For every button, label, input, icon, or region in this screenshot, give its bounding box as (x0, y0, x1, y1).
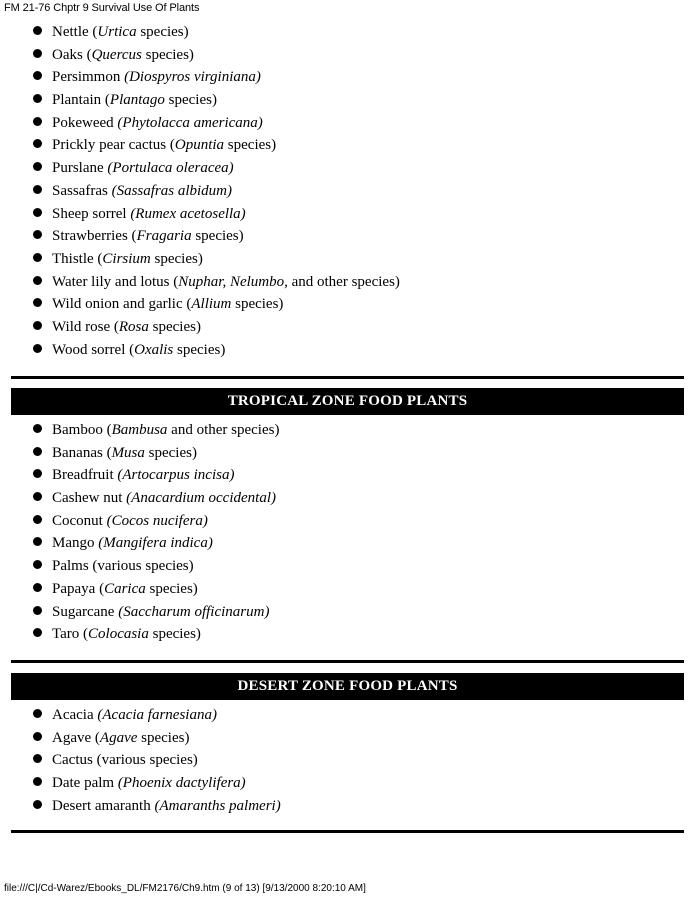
plant-latin-name: (Diospyros virginiana) (124, 69, 261, 86)
plant-list-item (33, 510, 279, 533)
bullet-icon (33, 732, 42, 741)
plant-latin-name: (Artocarpus incisa) (117, 467, 235, 484)
plant-list-item (33, 293, 400, 316)
bullet-icon (33, 754, 42, 763)
section-divider (11, 830, 684, 833)
plant-list-item (33, 749, 281, 772)
plant-common-name: Breadfruit (52, 467, 118, 484)
plant-list-item (33, 578, 279, 601)
plant-common-name: Mango (52, 535, 99, 552)
plant-list-item (33, 419, 279, 442)
plant-list-item (33, 795, 281, 818)
plant-latin-name: Cirsium (102, 250, 151, 267)
bullet-icon (33, 469, 42, 478)
bullet-icon (33, 321, 42, 330)
bullet-icon (33, 162, 42, 171)
plant-common-name: Pokeweed (52, 114, 118, 131)
plant-common-name: Taro ( (52, 626, 89, 643)
plant-list-item (33, 134, 400, 157)
plant-list-item (33, 487, 279, 510)
plant-common-name: Sheep sorrel (52, 205, 131, 222)
plant-latin-name: Rosa (118, 318, 149, 335)
plant-common-name: Sugarcane (52, 603, 119, 620)
plant-latin-name: Nuphar, Nelumbo, (178, 273, 288, 290)
plant-list-item (33, 704, 281, 727)
plant-name-suffix: species) (231, 296, 284, 313)
plant-name-suffix: species) (136, 24, 189, 40)
plant-latin-name: Oxalis (134, 341, 174, 358)
plant-latin-name: (Rumex acetosella) (130, 205, 246, 222)
bullet-icon (33, 94, 42, 103)
plant-common-name: Papaya ( (52, 580, 105, 597)
section-divider (11, 376, 684, 379)
plant-name-suffix: species) (164, 92, 217, 109)
plant-latin-name: (Anacardium occidental) (126, 490, 276, 507)
bullet-icon (33, 230, 42, 239)
plant-latin-name: (Saccharum officinarum) (118, 603, 270, 620)
bullet-icon (33, 777, 42, 786)
plant-latin-name: Quercus (91, 46, 142, 63)
plant-name-suffix: and other species) (287, 273, 400, 290)
plant-latin-name: Fragaria (136, 228, 192, 245)
plant-common-name: Cactus (various species) (52, 752, 198, 769)
plant-latin-name: (Portulaca oleracea) (107, 160, 234, 177)
bullet-icon (33, 606, 42, 615)
plant-latin-name: Opuntia (174, 137, 225, 154)
plant-common-name: Wood sorrel ( (52, 341, 135, 358)
bullet-icon (33, 276, 42, 285)
plant-name-suffix: species) (148, 626, 201, 643)
plant-list-item (33, 180, 400, 203)
plant-name-suffix: species) (191, 228, 244, 245)
plant-list-item (33, 442, 279, 465)
bullet-icon (33, 185, 42, 194)
tropical-section-heading: TROPICAL ZONE FOOD PLANTS (11, 388, 684, 415)
page-header: FM 21-76 Chptr 9 Survival Use Of Plants (4, 2, 200, 14)
plant-common-name: Nettle ( (52, 24, 98, 40)
plant-latin-name: (Phytolacca americana) (117, 114, 263, 131)
plant-list-item (33, 112, 400, 135)
bullet-icon (33, 298, 42, 307)
plant-latin-name: Musa (111, 444, 145, 461)
bullet-icon (33, 71, 42, 80)
plant-common-name: Plantain ( (52, 92, 110, 109)
plant-common-name: Desert amaranth (52, 797, 155, 814)
bullet-icon (33, 800, 42, 809)
plant-latin-name: Bambusa (111, 422, 168, 438)
plant-latin-name: Allium (191, 296, 232, 313)
plant-latin-name: Colocasia (88, 626, 149, 643)
plant-latin-name: (Sassafras albidum) (111, 182, 233, 199)
plant-list-item (33, 623, 279, 646)
desert-plant-list (33, 704, 281, 817)
plant-common-name: Palms (various species) (52, 558, 194, 575)
bullet-icon (33, 424, 42, 433)
tropical-plant-list (33, 419, 279, 646)
plant-name-suffix: species) (148, 318, 201, 335)
plant-list-item (33, 203, 400, 226)
plant-common-name: Agave ( (52, 729, 100, 746)
plant-common-name: Water lily and lotus ( (52, 273, 179, 290)
plant-latin-name: (Acacia farnesiana) (97, 707, 217, 723)
plant-name-suffix: and other species) (167, 422, 280, 438)
desert-section-heading: DESERT ZONE FOOD PLANTS (11, 673, 684, 700)
plant-common-name: Cashew nut (52, 490, 127, 507)
plant-latin-name: (Amaranths palmeri) (154, 797, 281, 814)
plant-list-item (33, 225, 400, 248)
plant-latin-name: (Mangifera indica) (98, 535, 213, 552)
bullet-icon (33, 492, 42, 501)
plant-list-item (33, 727, 281, 750)
section-divider (11, 660, 684, 663)
plant-common-name: Bamboo ( (52, 422, 112, 438)
bullet-icon (33, 628, 42, 637)
plant-list-item (33, 555, 279, 578)
bullet-icon (33, 208, 42, 217)
plant-list-item (33, 464, 279, 487)
plant-name-suffix: species) (145, 580, 198, 597)
bullet-icon (33, 139, 42, 148)
plant-latin-name: Plantago (109, 92, 165, 109)
plant-common-name: Thistle ( (52, 250, 103, 267)
plant-common-name: Purslane (52, 160, 108, 177)
plant-list-item (33, 601, 279, 624)
plant-common-name: Prickly pear cactus ( (52, 137, 175, 154)
bullet-icon (33, 515, 42, 524)
plant-list-item (33, 271, 400, 294)
plant-common-name: Oaks ( (52, 46, 92, 63)
plant-list-item (33, 339, 400, 362)
plant-name-suffix: species) (173, 341, 226, 358)
bullet-icon (33, 253, 42, 262)
bullet-icon (33, 117, 42, 126)
plant-list-item (33, 157, 400, 180)
plant-list-item (33, 66, 400, 89)
bullet-icon (33, 537, 42, 546)
plant-list-item (33, 89, 400, 112)
bullet-icon (33, 583, 42, 592)
plant-name-suffix: species) (224, 137, 277, 154)
plant-latin-name: (Cocos nucifera) (106, 512, 208, 529)
plant-common-name: Date palm (52, 775, 118, 792)
temperate-plant-list (33, 21, 400, 361)
plant-list-item (33, 21, 400, 44)
plant-name-suffix: species) (144, 444, 197, 461)
bullet-icon (33, 344, 42, 353)
bullet-icon (33, 447, 42, 456)
plant-common-name: Wild rose ( (52, 318, 119, 335)
plant-list-item (33, 532, 279, 555)
bullet-icon (33, 560, 42, 569)
plant-name-suffix: species) (137, 729, 190, 746)
bullet-icon (33, 49, 42, 58)
plant-common-name: Acacia (52, 707, 98, 723)
plant-common-name: Sassafras (52, 182, 112, 199)
plant-common-name: Wild onion and garlic ( (52, 296, 192, 313)
plant-latin-name: Agave (99, 729, 138, 746)
plant-list-item (33, 772, 281, 795)
page-footer: file:///C|/Cd-Warez/Ebooks_DL/FM2176/Ch9.htm (9 of 13) [9/13/2000 8:20:10 AM] (4, 883, 366, 894)
plant-common-name: Bananas ( (52, 444, 112, 461)
bullet-icon (33, 709, 42, 718)
plant-list-item (33, 316, 400, 339)
plant-name-suffix: species) (141, 46, 194, 63)
bullet-icon (33, 26, 42, 35)
plant-common-name: Coconut (52, 512, 107, 529)
plant-list-item (33, 248, 400, 271)
plant-common-name: Strawberries ( (52, 228, 137, 245)
plant-latin-name: Carica (104, 580, 146, 597)
plant-list-item (33, 44, 400, 67)
plant-common-name: Persimmon (52, 69, 125, 86)
plant-latin-name: Urtica (97, 24, 137, 40)
plant-name-suffix: species) (150, 250, 203, 267)
plant-latin-name: (Phoenix dactylifera) (117, 775, 246, 792)
